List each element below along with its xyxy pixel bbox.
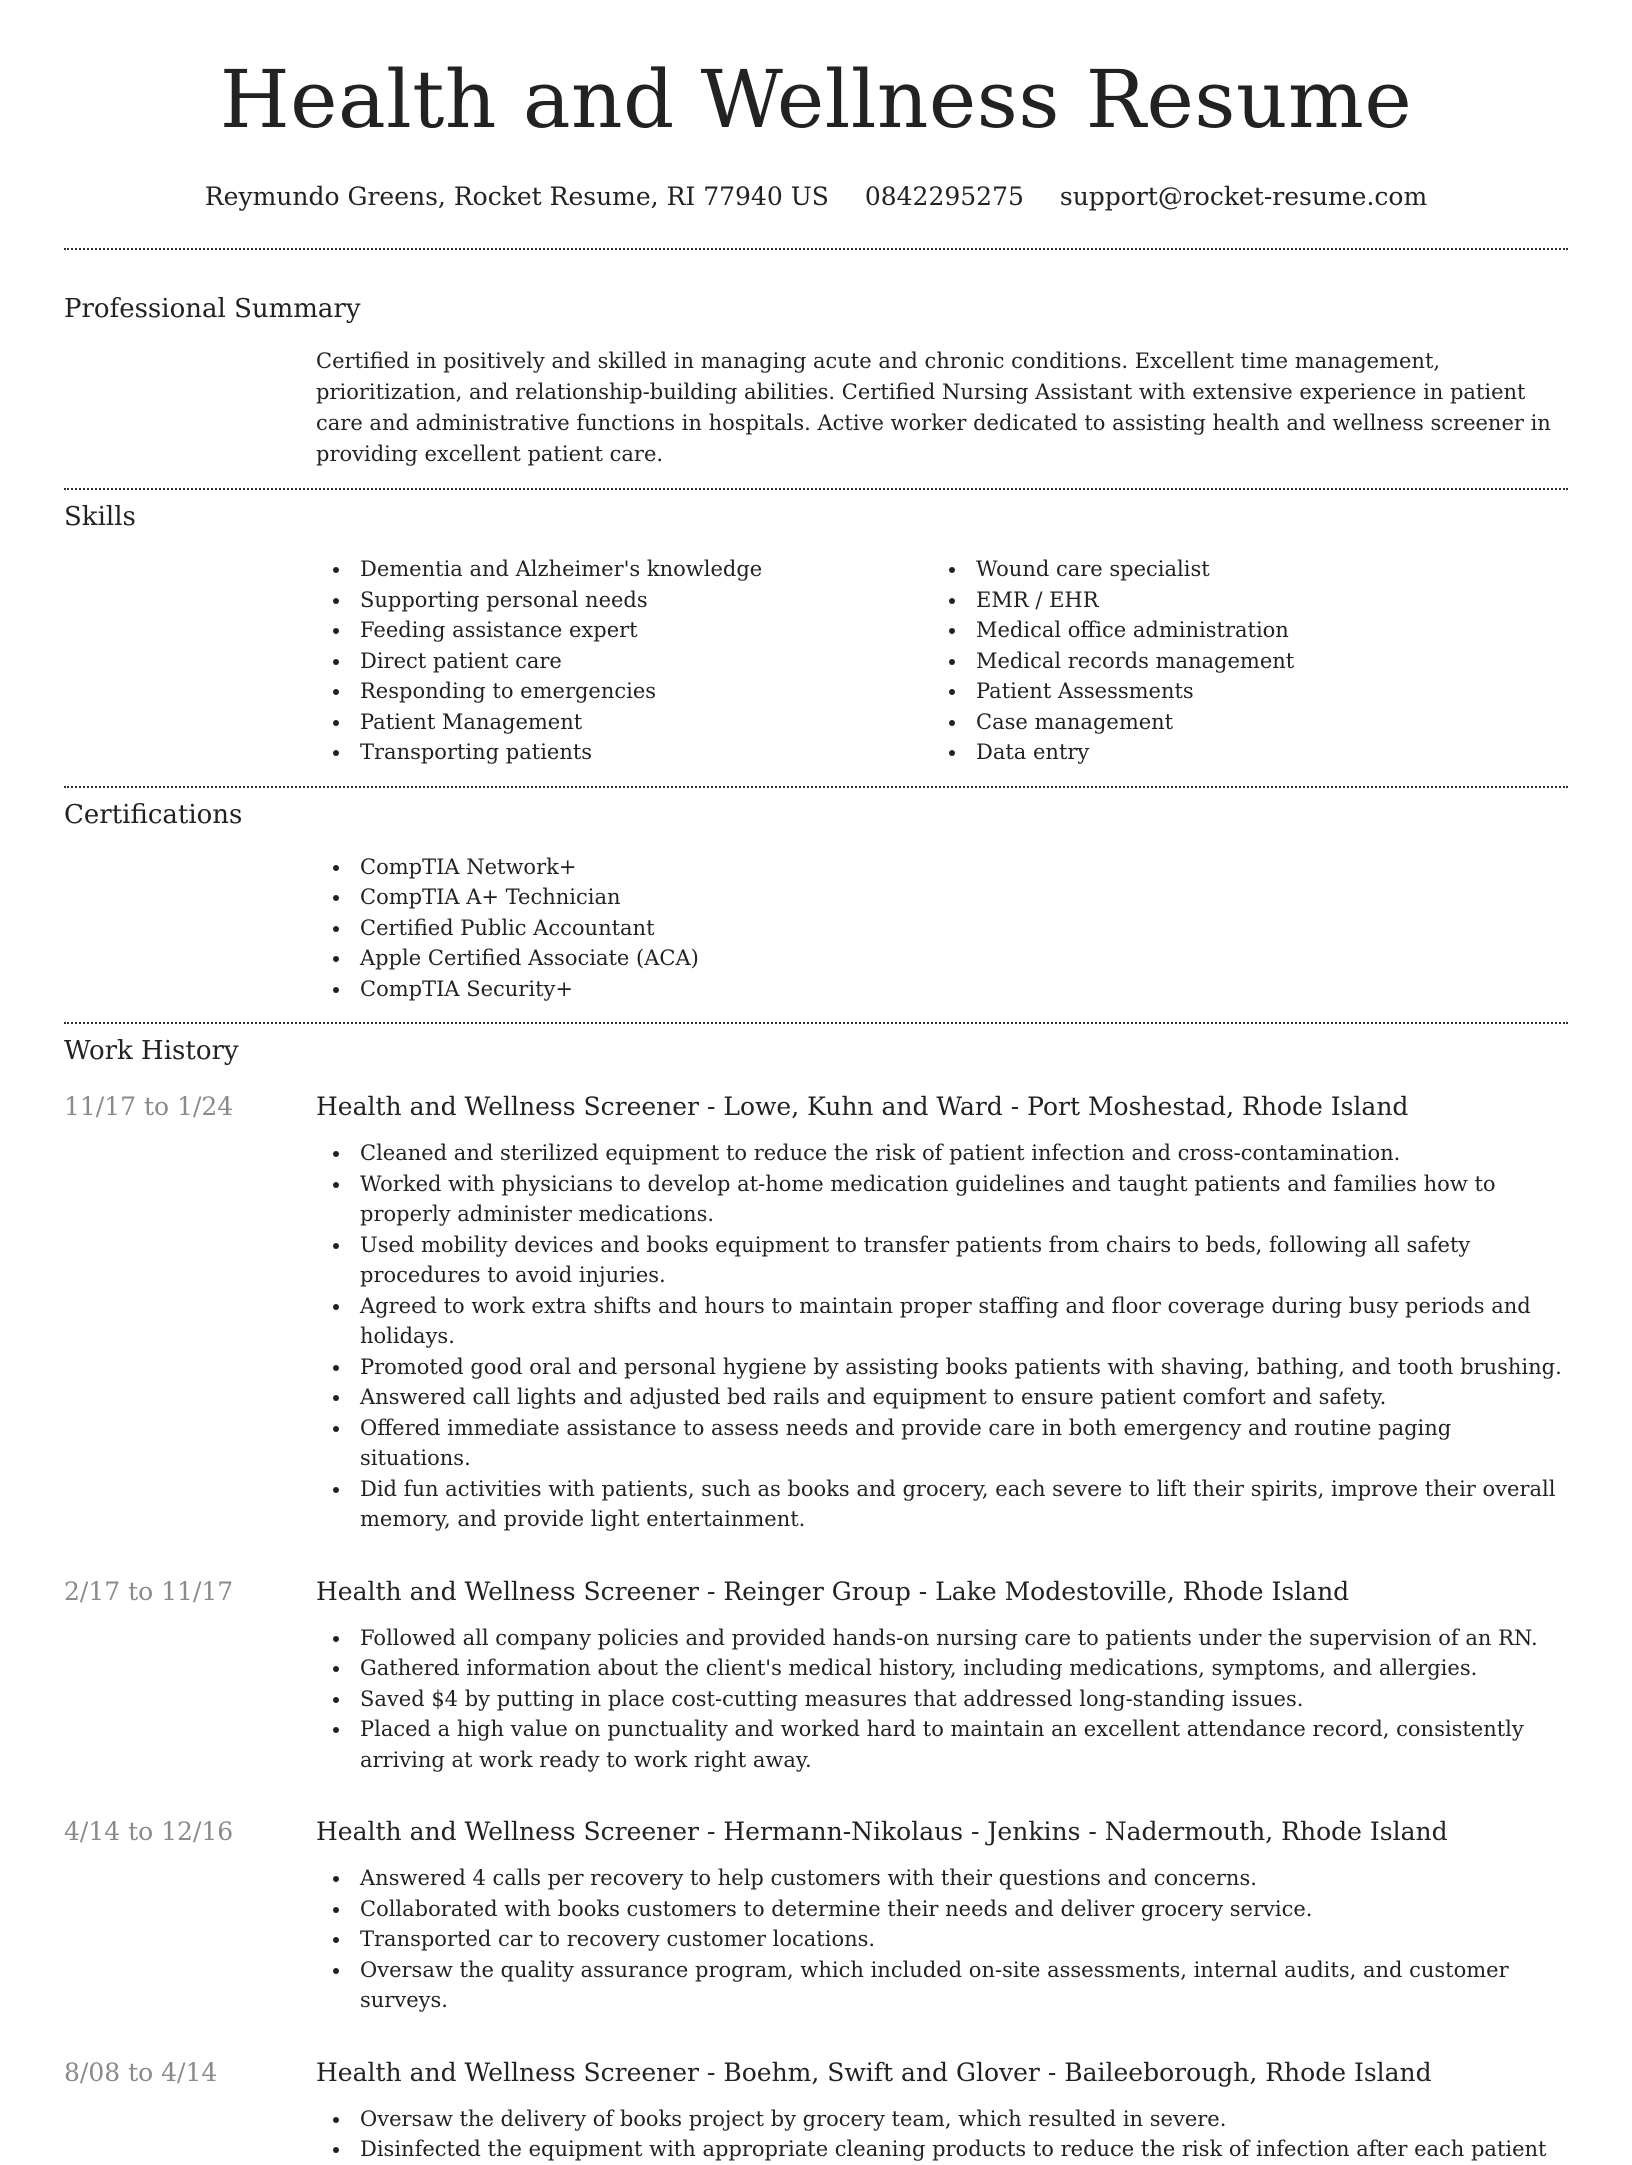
job-bullet: Worked with physicians to develop at-home medication guidelines and taught patients and families how to properly administer medications.: [316, 1169, 1568, 1230]
contact-phone: 0842295275: [864, 182, 1024, 211]
job-date: 8/08 to 4/14: [64, 2057, 218, 2087]
job-title: Health and Wellness Screener - Boehm, Swift and Glover - Baileeborough, Rhode Island: [316, 2057, 1432, 2087]
skill-item: Dementia and Alzheimer's knowledge: [316, 554, 932, 585]
summary-text: Certified in positively and skilled in managing acute and chronic conditions. Excellent time management, prioritization, and relationship-building abilities. Certified Nursing Assistant with extensive experience in patient care and administrative functions in hospitals. Active worker dedicated to assisting health and wellness screener in providing excellent patient care.: [316, 349, 1551, 466]
skill-item: Medical office administration: [932, 615, 1548, 646]
section-summary: [64, 250, 1568, 470]
section-title-certifications: Certifications: [64, 799, 243, 830]
section-title-skills: Skills: [64, 502, 136, 532]
skill-item: Patient Management: [316, 707, 932, 738]
contact-line: [64, 180, 1568, 214]
job-bullet: Followed all company policies and provided hands-on nursing care to patients under the supervision of an RN.: [316, 1623, 1568, 1654]
skills-list-left: [316, 554, 932, 768]
job-entry: [64, 1090, 1568, 1535]
certification-item: CompTIA A+ Technician: [316, 882, 1568, 913]
skill-item: Wound care specialist: [932, 554, 1548, 585]
certification-item: Apple Certified Associate (ACA): [316, 943, 1568, 974]
job-bullet: Answered call lights and adjusted bed rails and equipment to ensure patient comfort and safety.: [316, 1382, 1568, 1413]
job-bullet: Agreed to work extra shifts and hours to maintain proper staffing and floor coverage during busy periods and holidays.: [316, 1291, 1568, 1352]
skill-item: Case management: [932, 707, 1548, 738]
job-bullets: [316, 2104, 1568, 2165]
section-skills: [64, 490, 1568, 768]
job-bullet: Promoted good oral and personal hygiene by assisting books patients with shaving, bathing, and tooth brushing.: [316, 1352, 1568, 1383]
job-bullet: Cleaned and sterilized equipment to reduce the risk of patient infection and cross-contamination.: [316, 1138, 1568, 1169]
job-header: [64, 1815, 1568, 1849]
job-title: Health and Wellness Screener - Lowe, Kuhn and Ward - Port Moshestad, Rhode Island: [316, 1092, 1409, 1121]
job-title: Health and Wellness Screener - Reinger Group - Lake Modestoville, Rhode Island: [316, 1576, 1350, 1606]
job-bullet: Did fun activities with patients, such as books and grocery, each severe to lift their spirits, improve their overall memory, and provide light entertainment.: [316, 1474, 1568, 1535]
contact-address: Reymundo Greens, Rocket Resume, RI 77940 US: [204, 182, 829, 211]
job-bullet: Disinfected the equipment with appropriate cleaning products to reduce the risk of infection after each patient: [316, 2134, 1568, 2165]
job-bullet: Saved $4 by putting in place cost-cutting measures that addressed long-standing issues.: [316, 1684, 1568, 1715]
job-bullet: Offered immediate assistance to assess needs and provide care in both emergency and routine paging situations.: [316, 1413, 1568, 1474]
skill-item: Direct patient care: [316, 646, 932, 677]
job-date: 2/17 to 11/17: [64, 1576, 234, 1606]
skill-item: Patient Assessments: [932, 676, 1548, 707]
job-bullets: [316, 1138, 1568, 1535]
skill-item: Supporting personal needs: [316, 585, 932, 616]
skills-list-right: [932, 554, 1548, 768]
skill-item: Responding to emergencies: [316, 676, 932, 707]
job-entry: [64, 1575, 1568, 1776]
resume-title: Health and Wellness Resume: [219, 53, 1413, 146]
certification-item: CompTIA Security+: [316, 974, 1568, 1005]
contact-email: support@rocket-resume.com: [1059, 182, 1428, 211]
job-bullet: Oversaw the delivery of books project by grocery team, which resulted in severe.: [316, 2104, 1568, 2135]
skill-item: Data entry: [932, 737, 1548, 768]
section-certifications: [64, 788, 1568, 1005]
job-bullet: Collaborated with books customers to determine their needs and deliver grocery service.: [316, 1894, 1568, 1925]
job-bullets: [316, 1863, 1568, 2016]
job-date: 11/17 to 1/24: [64, 1092, 234, 1121]
job-bullet: Used mobility devices and books equipment to transfer patients from chairs to beds, following all safety procedures to avoid injuries.: [316, 1230, 1568, 1291]
section-work-history: [64, 1024, 1568, 2165]
job-date: 4/14 to 12/16: [64, 1817, 234, 1846]
job-header: [64, 1090, 1568, 1124]
job-header: [64, 2056, 1568, 2090]
job-bullet: Oversaw the quality assurance program, which included on-site assessments, internal audits, and customer surveys.: [316, 1955, 1568, 2016]
skill-item: Transporting patients: [316, 737, 932, 768]
skill-item: EMR / EHR: [932, 585, 1548, 616]
section-title-work: Work History: [64, 1036, 239, 1066]
job-bullet: Transported car to recovery customer locations.: [316, 1924, 1568, 1955]
job-bullet: Answered 4 calls per recovery to help customers with their questions and concerns.: [316, 1863, 1568, 1894]
certification-item: Certified Public Accountant: [316, 913, 1568, 944]
job-header: [64, 1575, 1568, 1609]
skill-item: Feeding assistance expert: [316, 615, 932, 646]
skills-grid: [316, 554, 1568, 768]
skill-item: Medical records management: [932, 646, 1548, 677]
section-title-summary: Professional Summary: [64, 294, 361, 324]
certification-item: CompTIA Network+: [316, 852, 1568, 883]
job-bullets: [316, 1623, 1568, 1776]
job-entry: [64, 1815, 1568, 2016]
certifications-list: [316, 852, 1568, 1005]
job-title: Health and Wellness Screener - Hermann-Nikolaus - Jenkins - Nadermouth, Rhode Island: [316, 1817, 1448, 1846]
job-bullet: Gathered information about the client's medical history, including medications, symptoms, and allergies.: [316, 1653, 1568, 1684]
job-entry: [64, 2056, 1568, 2165]
job-bullet: Placed a high value on punctuality and worked hard to maintain an excellent attendance record, consistently arriving at work ready to work right away.: [316, 1714, 1568, 1775]
